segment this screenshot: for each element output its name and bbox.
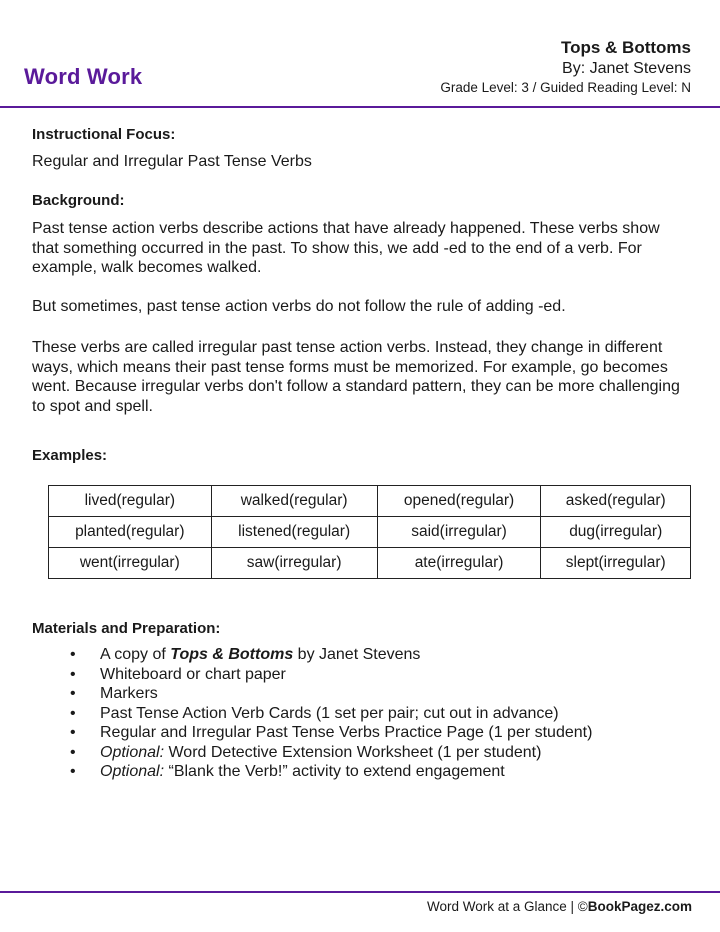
list-item — [70, 665, 690, 685]
background-paragraph-1: Past tense action verbs describe actions that have already happened. These verbs show that something occurred in the past. To show this, we add -ed to the end of a verb. For example, walk becomes walked. — [32, 220, 660, 276]
table-cell: said(irregular) — [377, 517, 541, 548]
list-item — [70, 704, 690, 724]
list-item — [70, 762, 690, 782]
book-title: Tops & Bottoms — [560, 38, 691, 57]
footer-brand: BookPagez.com — [587, 899, 692, 914]
page-footer — [427, 899, 692, 914]
optional-label: Optional: — [100, 763, 165, 780]
examples-heading: Examples: — [32, 447, 108, 464]
item-text: by Janet Stevens — [293, 646, 421, 663]
item-text: A copy of — [100, 646, 171, 663]
reading-level: Grade Level: 3 / Guided Reading Level: N — [440, 80, 691, 95]
optional-label: Optional: — [100, 743, 165, 761]
table-cell: asked(regular) — [541, 486, 691, 517]
background-heading: Background: — [32, 192, 125, 209]
table-cell: planted(regular) — [49, 517, 212, 548]
item-text: Whiteboard or chart paper — [100, 665, 286, 683]
header-divider — [0, 106, 720, 108]
table-cell: walked(regular) — [211, 486, 377, 517]
table-cell: listened(regular) — [211, 517, 377, 548]
item-text: Markers — [100, 685, 158, 702]
table-cell: opened(regular) — [377, 486, 541, 517]
table-cell: ate(irregular) — [377, 548, 541, 579]
item-text: Past Tense Action Verb Cards (1 set per pair; cut out in advance) — [100, 704, 559, 722]
table-row — [49, 486, 691, 517]
table-cell: dug(irregular) — [541, 517, 691, 548]
table-cell: slept(irregular) — [541, 548, 691, 579]
bullet: • — [70, 665, 76, 683]
section-title: Word Work — [24, 64, 143, 89]
instructional-focus-heading: Instructional Focus: — [32, 126, 176, 143]
list-item — [70, 723, 690, 743]
list-item — [70, 645, 690, 665]
instructional-focus-text: Regular and Irregular Past Tense Verbs — [32, 153, 312, 170]
item-text: Word Detective Extension Worksheet (1 per student) — [164, 743, 542, 761]
table-row — [49, 517, 691, 548]
bullet: • — [70, 646, 76, 663]
bullet: • — [70, 704, 76, 722]
background-paragraph-2: But sometimes, past tense action verbs do not follow the rule of adding -ed. — [32, 298, 566, 315]
book-author: By: Janet Stevens — [562, 60, 691, 77]
item-text: “Blank the Verb!” activity to extend engagement — [164, 763, 505, 780]
bullet: • — [70, 724, 76, 741]
table-cell: saw(irregular) — [211, 548, 377, 579]
footer-divider — [0, 891, 720, 893]
table-cell: went(irregular) — [49, 548, 212, 579]
examples-table — [48, 485, 691, 579]
materials-list — [70, 645, 690, 782]
bullet: • — [70, 743, 76, 761]
bullet: • — [70, 763, 76, 780]
background-paragraph-3: These verbs are called irregular past tense action verbs. Instead, they change in different ways, which means their past tense forms must be memorized. For example, go becomes went. Because irregular verbs don't follow a standard pattern, they can be more challenging to spot and spell. — [32, 339, 680, 415]
list-item — [70, 743, 690, 763]
bullet: • — [70, 685, 76, 702]
materials-heading: Materials and Preparation: — [32, 620, 221, 637]
footer-text: Word Work at a Glance | © — [426, 899, 588, 914]
list-item — [70, 684, 690, 704]
table-row — [49, 548, 691, 579]
book-title-ref: Tops & Bottoms — [170, 646, 294, 663]
page-header — [0, 0, 720, 108]
table-cell: lived(regular) — [49, 486, 212, 517]
item-text: Regular and Irregular Past Tense Verbs Practice Page (1 per student) — [100, 724, 593, 741]
